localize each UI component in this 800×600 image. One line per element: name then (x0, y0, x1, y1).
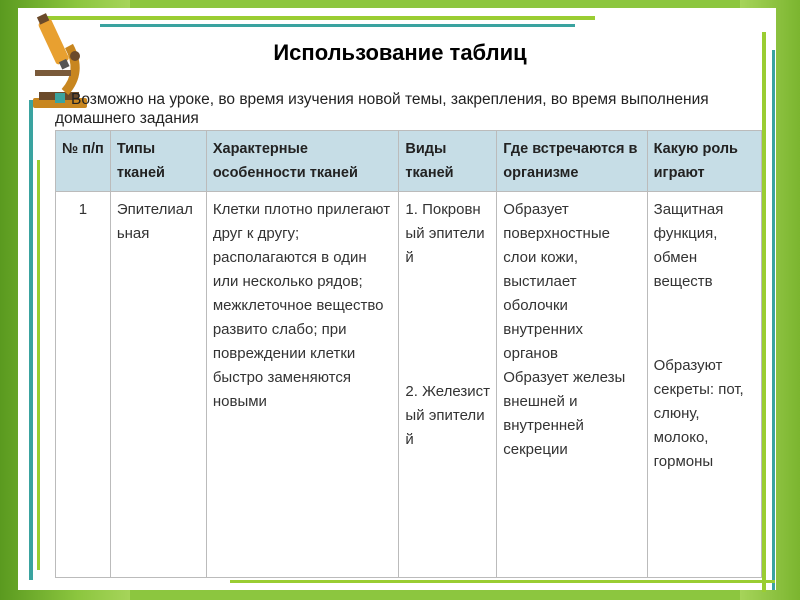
cell-type: Эпителиальная (110, 192, 206, 578)
left-decor-line-1 (29, 100, 33, 580)
role-1: Защитная функция, обмен веществ (653, 201, 724, 290)
kind-2: 2. Железистый эпителий (405, 383, 490, 448)
where-1: Образует поверхностные слои кожи, выстилает оболочки внутренних органов (503, 201, 610, 362)
header-type: Типы тканей (110, 131, 206, 192)
cell-num: 1 (56, 192, 111, 578)
kind-1: 1. Покровный эпителий (405, 201, 485, 266)
cell-features: Клетки плотно прилегают друг к другу; располагаются в один или несколько рядов; межклеточное вещество развито слабо; при повреждении клетки быстро заменяются новыми (206, 192, 399, 578)
header-num: № п/п (56, 131, 111, 192)
page-title: Использование таблиц (273, 40, 527, 65)
top-decor-line-1 (40, 16, 595, 20)
header-role: Какую роль играют (647, 131, 761, 192)
right-decor-line-1 (762, 32, 766, 592)
bullet-icon (55, 93, 65, 103)
right-decor-line-2 (772, 50, 775, 590)
header-where: Где встречаются в организме (497, 131, 647, 192)
cell-role (647, 192, 761, 578)
header-kinds: Виды тканей (399, 131, 497, 192)
bottom-decor-line-1 (230, 580, 775, 583)
cell-kinds (399, 192, 497, 578)
header-features: Характерные особенности тканей (206, 131, 399, 192)
role-2: Образуют секреты: пот, слюну, молоко, гормоны (653, 357, 744, 470)
subtitle (55, 90, 755, 128)
table-row (56, 192, 762, 578)
top-decor-line-2 (100, 24, 575, 27)
subtitle-text: Возможно на уроке, во время изучения новой темы, закрепления, во время выполнения домашнего задания (55, 91, 709, 127)
where-2: Образует железы внешней и внутренней секреции (503, 369, 626, 458)
table-header-row (56, 131, 762, 192)
left-decor-line-2 (37, 160, 40, 570)
cell-where (497, 192, 647, 578)
tissue-table (55, 130, 762, 578)
